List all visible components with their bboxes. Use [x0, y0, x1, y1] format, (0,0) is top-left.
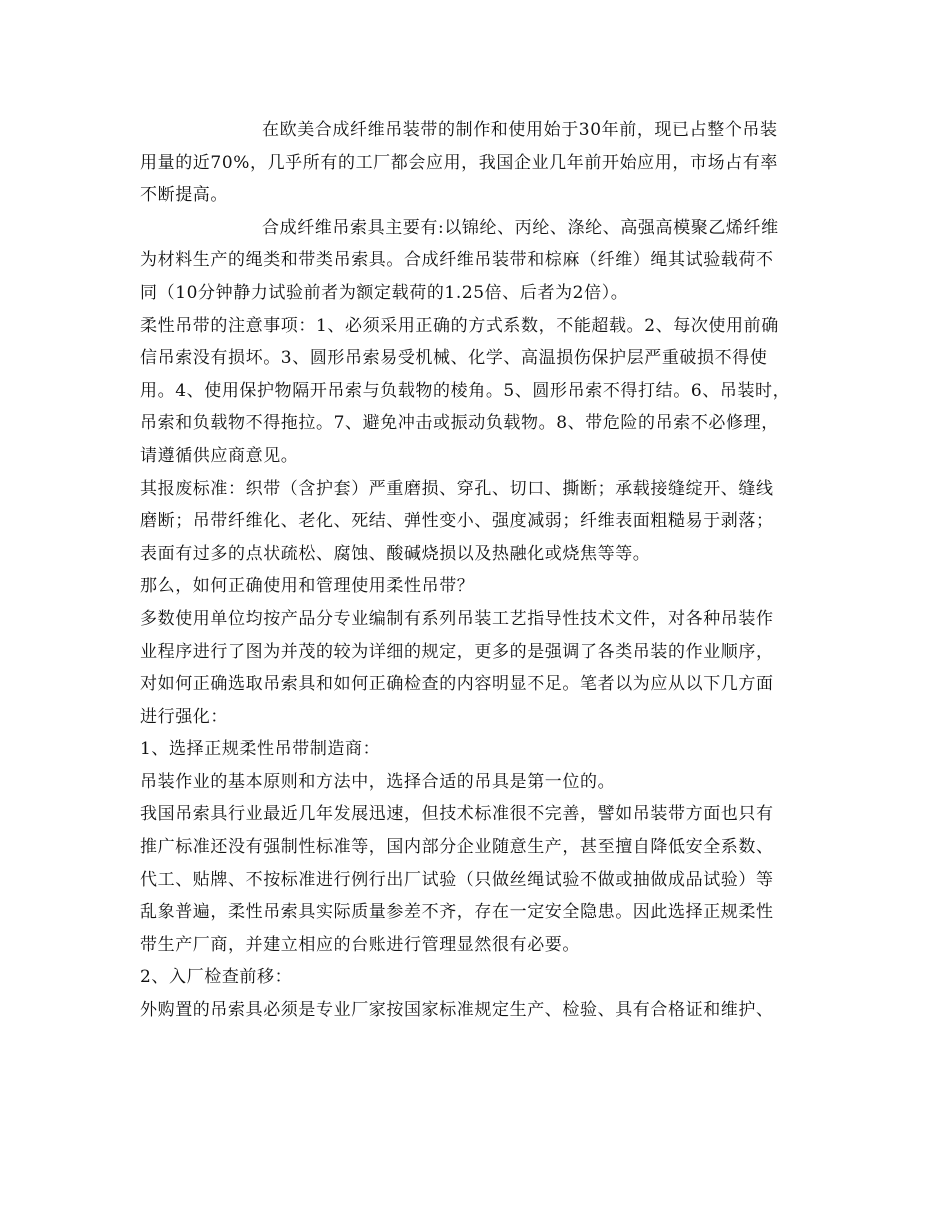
text-line: 我国吊索具行业最近几年发展迅速，但技术标准很不完善，譬如吊装带方面也只有: [140, 804, 774, 825]
text-line: 磨断；吊带纤维化、老化、死结、弹性变小、强度减弱；纤维表面粗糙易于剥落；: [140, 511, 774, 532]
text-line: 1、选择正规柔性吊带制造商：: [140, 739, 381, 760]
text-line: 吊索和负载物不得拖拉。7、避免冲击或振动负载物。8、带危险的吊索不必修理，: [140, 413, 779, 434]
text-line: 请遵循供应商意见。: [140, 445, 299, 466]
text-line: 2、入厂检查前移：: [140, 967, 293, 988]
text-line: 柔性吊带的注意事项：1、必须采用正确的方式系数，不能超载。2、每次使用前确: [140, 315, 779, 336]
text-line: 代工、贴牌、不按标准进行例行出厂试验（只做丝绳试验不做或抽做成品试验）等: [140, 869, 774, 890]
text-line: 信吊索没有损坏。3、圆形吊索易受机械、化学、高温损伤保护层严重破损不得使: [140, 348, 768, 369]
text-line: 在欧美合成纤维吊装带的制作和使用始于30年前，现已占整个吊装: [262, 120, 778, 140]
text-line: 表面有过多的点状疏松、腐蚀、酸碱烧损以及热融化或烧焦等等。: [140, 543, 651, 564]
text-line: 推广标准还没有强制性标准等，国内部分企业随意生产，甚至擅自降低安全系数、: [140, 837, 774, 858]
text-line: 为材料生产的绳类和带类吊索具。合成纤维吊装带和棕麻（纤维）绳其试验载荷不: [140, 250, 774, 271]
text-line: 带生产厂商，并建立相应的台账进行管理显然很有必要。: [140, 934, 580, 955]
text-line: 进行强化：: [140, 706, 228, 727]
text-line: 对如何正确选取吊索具和如何正确检查的内容明显不足。笔者以为应从以下几方面: [140, 674, 774, 695]
text-line: 用量的近70%，几乎所有的工厂都会应用，我国企业几年前开始应用，市场占有率: [140, 152, 778, 173]
text-line: 同（10分钟静力试验前者为额定载荷的1.25倍、后者为2倍）。: [140, 282, 629, 303]
text-line: 用。4、使用保护物隔开吊索与负载物的棱角。5、圆形吊索不得打结。6、吊装时，: [140, 380, 791, 401]
text-line: 合成纤维吊索具主要有:以锦纶、丙纶、涤纶、高强高模聚乙烯纤维: [262, 217, 779, 238]
text-line: 业程序进行了图为并茂的较为详细的规定，更多的是强调了各类吊装的作业顺序，: [140, 641, 774, 662]
text-line: 吊装作业的基本原则和方法中，选择合适的吊具是第一位的。: [140, 771, 616, 792]
text-line: 多数使用单位均按产品分专业编制有系列吊装工艺指导性技术文件，对各种吊装作: [140, 608, 774, 629]
text-line: 不断提高。: [140, 185, 228, 206]
text-line: 那么，如何正确使用和管理使用柔性吊带？: [140, 576, 475, 597]
text-line: 乱象普遍，柔性吊索具实际质量参差不齐，存在一定安全隐患。因此选择正规柔性: [140, 902, 774, 923]
text-line: 外购置的吊索具必须是专业厂家按国家标准规定生产、检验、具有合格证和维护、: [140, 1000, 774, 1021]
text-line: 其报废标准：织带（含护套）严重磨损、穿孔、切口、撕断；承载接缝绽开、缝线: [140, 478, 774, 499]
document-body: [140, 114, 815, 1027]
